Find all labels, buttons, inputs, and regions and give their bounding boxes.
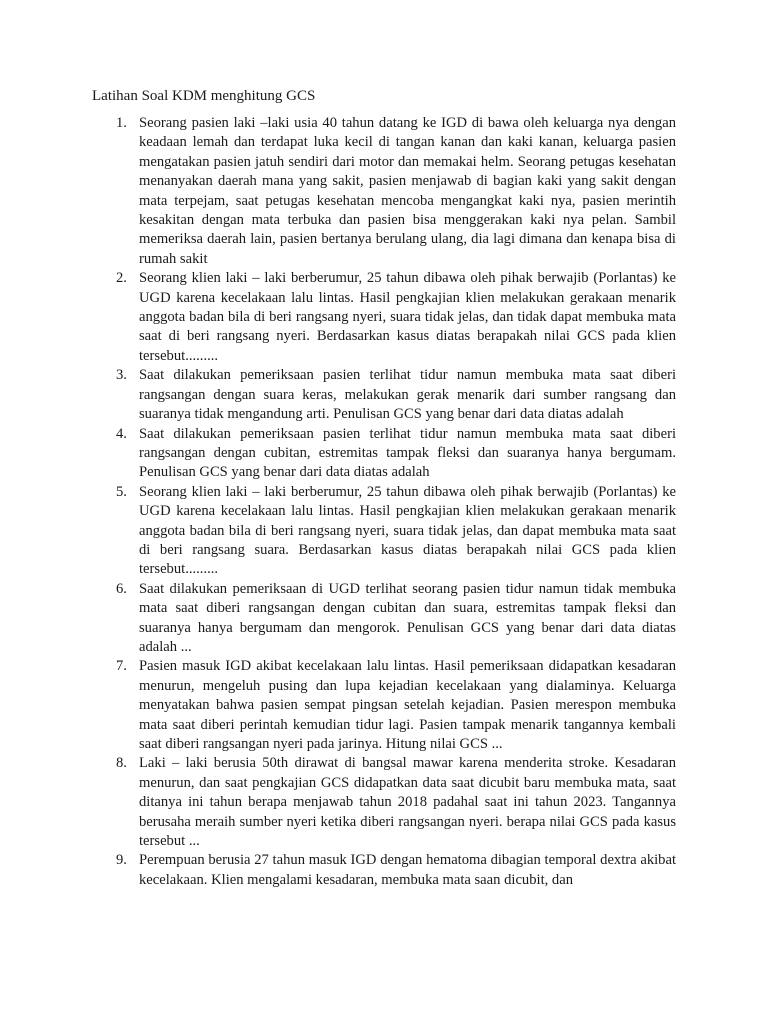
item-number: 7. bbox=[116, 658, 127, 675]
item-number: 2. bbox=[116, 270, 127, 287]
item-text: Laki – laki berusia 50th dirawat di bangsal mawar karena menderita stroke. Kesadaran menurun, dan saat pengkajian GCS didapatkan data saat dicubit baru membuka mata, saat ditanya ini tahun berapa menjawab tahun 2018 padahal saat ini tahun 2023. Tangannya berusaha meraih sumber nyeri ketika diberi rangsangan nyeri. berapa nilai GCS pada kasus tersebut ... bbox=[139, 755, 676, 850]
document-page bbox=[92, 86, 676, 890]
list-item bbox=[92, 366, 676, 424]
item-text: Saat dilakukan pemeriksaan pasien terlihat tidur namun membuka mata saat diberi rangsangan dengan cubitan, estremitas tampak fleksi dan suaranya hanya bergumam. Penulisan GCS yang benar dari data diatas adalah bbox=[139, 425, 676, 481]
item-number: 4. bbox=[116, 425, 127, 442]
question-list bbox=[92, 114, 676, 890]
list-item bbox=[92, 754, 676, 851]
list-item bbox=[92, 483, 676, 580]
item-text: Seorang klien laki – laki berberumur, 25 tahun dibawa oleh pihak berwajib (Porlantas) ke UGD karena kecelakaan lalu lintas. Hasil pengkajian klien melakukan gerakaan menarik anggota badan bila di beri rangsang nyeri, suara tidak jelas, dan tidak dapat membuka mata saat di beri rangsang nyeri. Berdasarkan kasus diatas berapakah nilai GCS pada klien tersebut......... bbox=[139, 270, 676, 364]
list-item bbox=[92, 851, 676, 890]
item-number: 5. bbox=[116, 483, 127, 500]
item-text: Pasien masuk IGD akibat kecelakaan lalu lintas. Hasil pemeriksaan didapatkan kesadaran menurun, mengeluh pusing dan lupa kejadian kecelakaan yang dialaminya. Keluarga menyatakan bahwa pasien sempat pingsan setelah kejadian. Pasien merespon membuka mata saat diberi perintah kemudian tidur lagi. Pasien tampak menarik tangannya kembali saat diberi rangsangan nyeri pada jarinya. Hitung nilai GCS ... bbox=[139, 658, 676, 752]
item-text: Saat dilakukan pemeriksaan di UGD terlihat seorang pasien tidur namun tidak membuka mata saat diberi rangsangan dengan cubitan dan suara, estremitas tampak fleksi dan suaranya hanya bergumam dan mengorok. Penulisan GCS yang benar dari data diatas adalah ... bbox=[139, 580, 676, 655]
item-text: Saat dilakukan pemeriksaan pasien terlihat tidur namun membuka mata saat diberi rangsangan dengan suara keras, melakukan gerak menarik dari sumber rangsang dan suaranya tidak mengandung arti. Penulisan GCS yang benar dari data diatas adalah bbox=[139, 367, 676, 423]
item-number: 6. bbox=[116, 580, 127, 597]
list-item bbox=[92, 114, 676, 269]
item-number: 9. bbox=[116, 852, 127, 869]
item-number: 1. bbox=[116, 115, 127, 131]
item-text: Seorang klien laki – laki berberumur, 25 tahun dibawa oleh pihak berwajib (Porlantas) ke UGD karena kecelakaan lalu lintas. Hasil pengkajian klien melakukan gerakaan menarik anggota badan bila di beri rangsang nyeri, suara tidak jelas, dan dapat membuka mata saat di beri rangsang suara. Berdasarkan kasus diatas berapakah nilai GCS pada klien tersebut......... bbox=[139, 483, 676, 578]
list-item bbox=[92, 425, 676, 483]
list-item bbox=[92, 657, 676, 754]
page-title: Latihan Soal KDM menghitung GCS bbox=[92, 88, 316, 104]
item-number: 3. bbox=[116, 367, 127, 384]
list-item bbox=[92, 269, 676, 366]
item-text: Perempuan berusia 27 tahun masuk IGD dengan hematoma dibagian temporal dextra akibat kecelakaan. Klien mengalami kesadaran, membuka mata saan dicubit, dan bbox=[139, 852, 676, 888]
list-item bbox=[92, 580, 676, 658]
item-text: Seorang pasien laki –laki usia 40 tahun datang ke IGD di bawa oleh keluarga nya dengan keadaan lemah dan terdapat luka kecil di tangan kanan dan kaki kanan, keluarga pasien mengatakan pasien jatuh sendiri dari motor dan memakai helm. Seorang petugas kesehatan menanyakan daerah mana yang sakit, pasien menjawab di bagian kaki yang sakit dengan mata terpejam, saat petugas kesehatan mencoba mengangkat kaki nya, pasien merintih kesakitan dengan mata terbuka dan pasien bisa menggerakan kaki nya pelan. Sambil memeriksa daerah lain, pasien bertanya berulang ulang, dia lagi dimana dan kenapa bisa di rumah sakit bbox=[139, 115, 676, 267]
item-number: 8. bbox=[116, 755, 127, 772]
